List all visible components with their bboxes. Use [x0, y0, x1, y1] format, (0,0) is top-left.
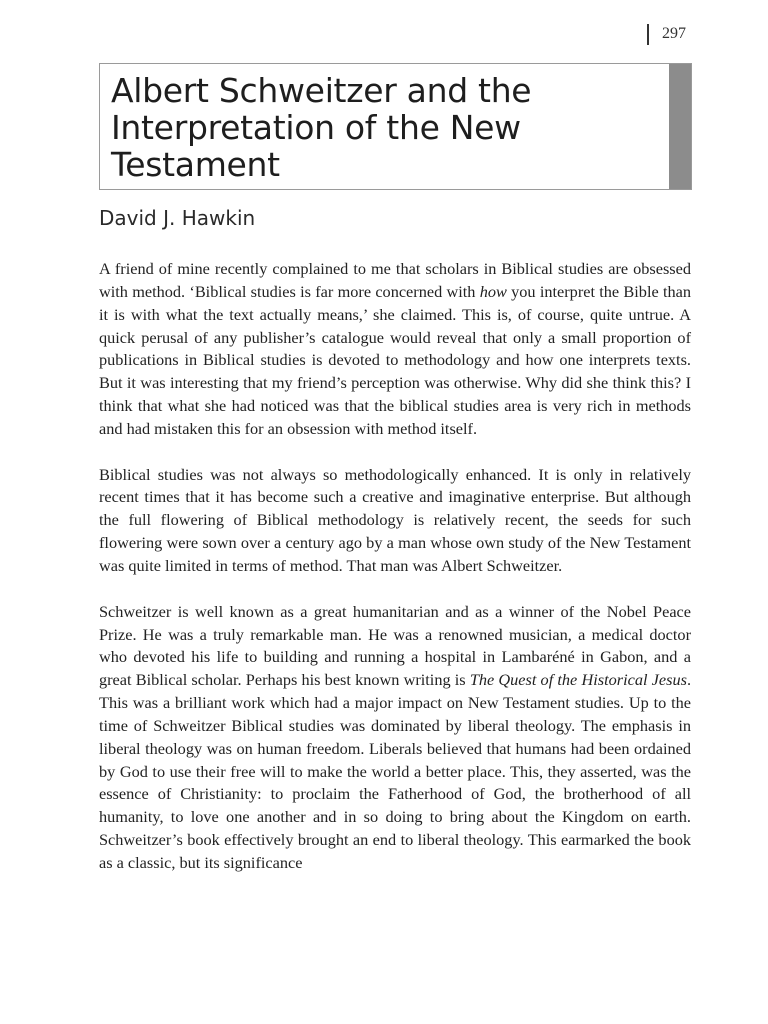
paragraph-2	[99, 464, 691, 578]
page-number: 297	[662, 25, 686, 42]
paragraph-1-text-b: you interpret the Bible than it is with what the text actually means,’ she claimed. This is, of course, quite untrue. A quick perusal of any publisher’s catalogue would reveal that only a small proportion of publications in Biblical studies is devoted to methodology and how one interprets texts. But it was interesting that my friend’s perception was otherwise. Why did she think this? I think that what she had noticed was that the biblical studies area is very rich in methods and had mistaken this for an obsession with method itself.	[99, 281, 691, 438]
paragraph-3-book-title: The Quest of the Historical Jesus	[469, 670, 687, 690]
title-box	[99, 63, 692, 190]
article-title: Albert Schweitzer and the Interpretation of the New Testament	[111, 71, 532, 184]
page-number-rule	[647, 24, 649, 45]
paragraph-1	[99, 258, 691, 441]
paragraph-3-text-b: . This was a brilliant work which had a major impact on New Testament studies. Up to the time of Schweitzer Biblical studies was dominated by liberal theology. The emphasis in liberal theology was on human freedom. Liberals believed that humans had been ordained by God to use their free will to make the world a better place. This, they asserted, was the essence of Christianity: to proclaim the Fatherhood of God, the brotherhood of all humanity, to love one another and in so doing to bring about the Kingdom on earth. Schweitzer’s book effectively brought an end to liberal theology. This earmarked the book as a classic, but its significance	[99, 670, 692, 872]
paragraph-3-text-a: Schweitzer is well known as a great humanitarian and as a winner of the Nobel Peace Prize. He was a truly remarkable man. He was a renowned musician, a medical doctor who devoted his life to building and running a hospital in Lambaréné in Gabon, and a great Biblical scholar. Perhaps his best known writing is	[99, 601, 691, 690]
paragraph-1-text-a: A friend of mine recently complained to me that scholars in Biblical studies are obsessed with method. ‘Biblical studies is far more concerned with	[99, 259, 691, 301]
article-body	[99, 258, 691, 898]
paragraph-1-emphasis: how	[479, 281, 507, 301]
paragraph-3	[99, 601, 691, 875]
title-accent-bar	[669, 64, 691, 189]
paragraph-2-text-a: Biblical studies was not always so methodologically enhanced. It is only in relatively recent times that it has become such a creative and imaginative enterprise. But although the full flowering of Biblical methodology is relatively recent, the seeds for such flowering were sown over a century ago by a man whose own study of the New Testament was quite limited in terms of method. That man was Albert Schweitzer.	[99, 464, 691, 575]
author-name: David J. Hawkin	[99, 206, 256, 230]
